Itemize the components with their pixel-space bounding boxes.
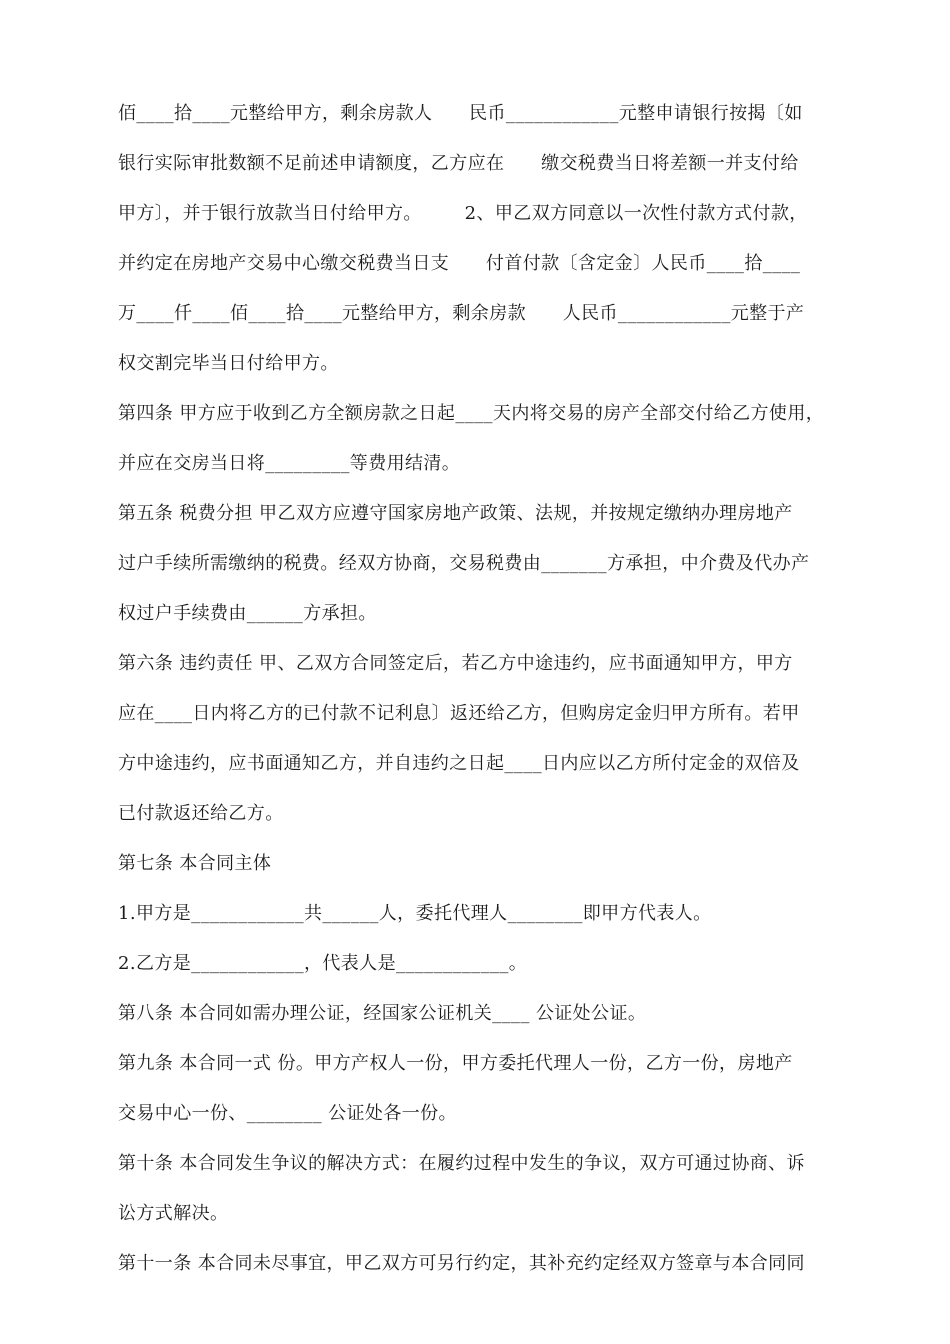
text-line: 应在____日内将乙方的已付款不记利息〕返还给乙方，但购房定金归甲方所有。若甲 — [118, 703, 800, 724]
text-line: 权交割完毕当日付给甲方。 — [118, 353, 339, 374]
article-8-line: 第八条 本合同如需办理公证，经国家公证机关____ 公证处公证。 — [118, 1003, 647, 1024]
text-line: 并约定在房地产交易中心缴交税费当日支 付首付款〔含定金〕人民币____拾____ — [118, 253, 801, 274]
text-line: 已付款返还给乙方。 — [118, 803, 284, 824]
text-line: 甲方〕，并于银行放款当日付给甲方。 2、甲乙双方同意以一次性付款方式付款， — [118, 203, 808, 224]
text-line: 交易中心一份、________ 公证处各一份。 — [118, 1103, 457, 1124]
article-10-line: 第十条 本合同发生争议的解决方式：在履约过程中发生的争议，双方可通过协商、诉 — [118, 1153, 805, 1174]
text-line: 权过户手续费由______方承担。 — [118, 603, 377, 624]
article-6-line: 第六条 违约责任 甲、乙双方合同签定后，若乙方中途违约，应书面通知甲方，甲方 — [118, 653, 793, 674]
text-line: 佰____拾____元整给甲方，剩余房款人 民币____________元整申请银行按揭〔如 — [118, 103, 803, 124]
article-9-line: 第九条 本合同一式 份。甲方产权人一份，甲方委托代理人一份，乙方一份，房地产 — [118, 1053, 793, 1074]
party-b-line: 2.乙方是____________，代表人是____________。 — [118, 953, 528, 974]
text-line: 银行实际审批数额不足前述申请额度，乙方应在 缴交税费当日将差额一并支付给 — [118, 153, 799, 174]
article-7-heading: 第七条 本合同主体 — [118, 853, 272, 874]
text-line: 讼方式解决。 — [118, 1203, 229, 1224]
text-line: 万____仟____佰____拾____元整给甲方，剩余房款 人民币____________元整于产 — [118, 303, 805, 324]
text-line: 方中途违约，应书面通知乙方，并自违约之日起____日内应以乙方所付定金的双倍及 — [118, 753, 800, 774]
party-a-line: 1.甲方是____________共______人，委托代理人________即甲方代表人。 — [118, 903, 712, 924]
text-line: 过户手续所需缴纳的税费。经双方协商，交易税费由_______方承担，中介费及代办产 — [118, 553, 810, 574]
article-5-line: 第五条 税费分担 甲乙双方应遵守国家房地产政策、法规，并按规定缴纳办理房地产 — [118, 503, 793, 524]
article-4-line: 第四条 甲方应于收到乙方全额房款之日起____天内将交易的房产全部交付给乙方使用， — [118, 403, 825, 424]
text-line: 并应在交房当日将_________等费用结清。 — [118, 453, 461, 474]
article-11-line: 第十一条 本合同未尽事宜，甲乙双方可另行约定，其补充约定经双方签章与本合同同 — [118, 1253, 805, 1274]
